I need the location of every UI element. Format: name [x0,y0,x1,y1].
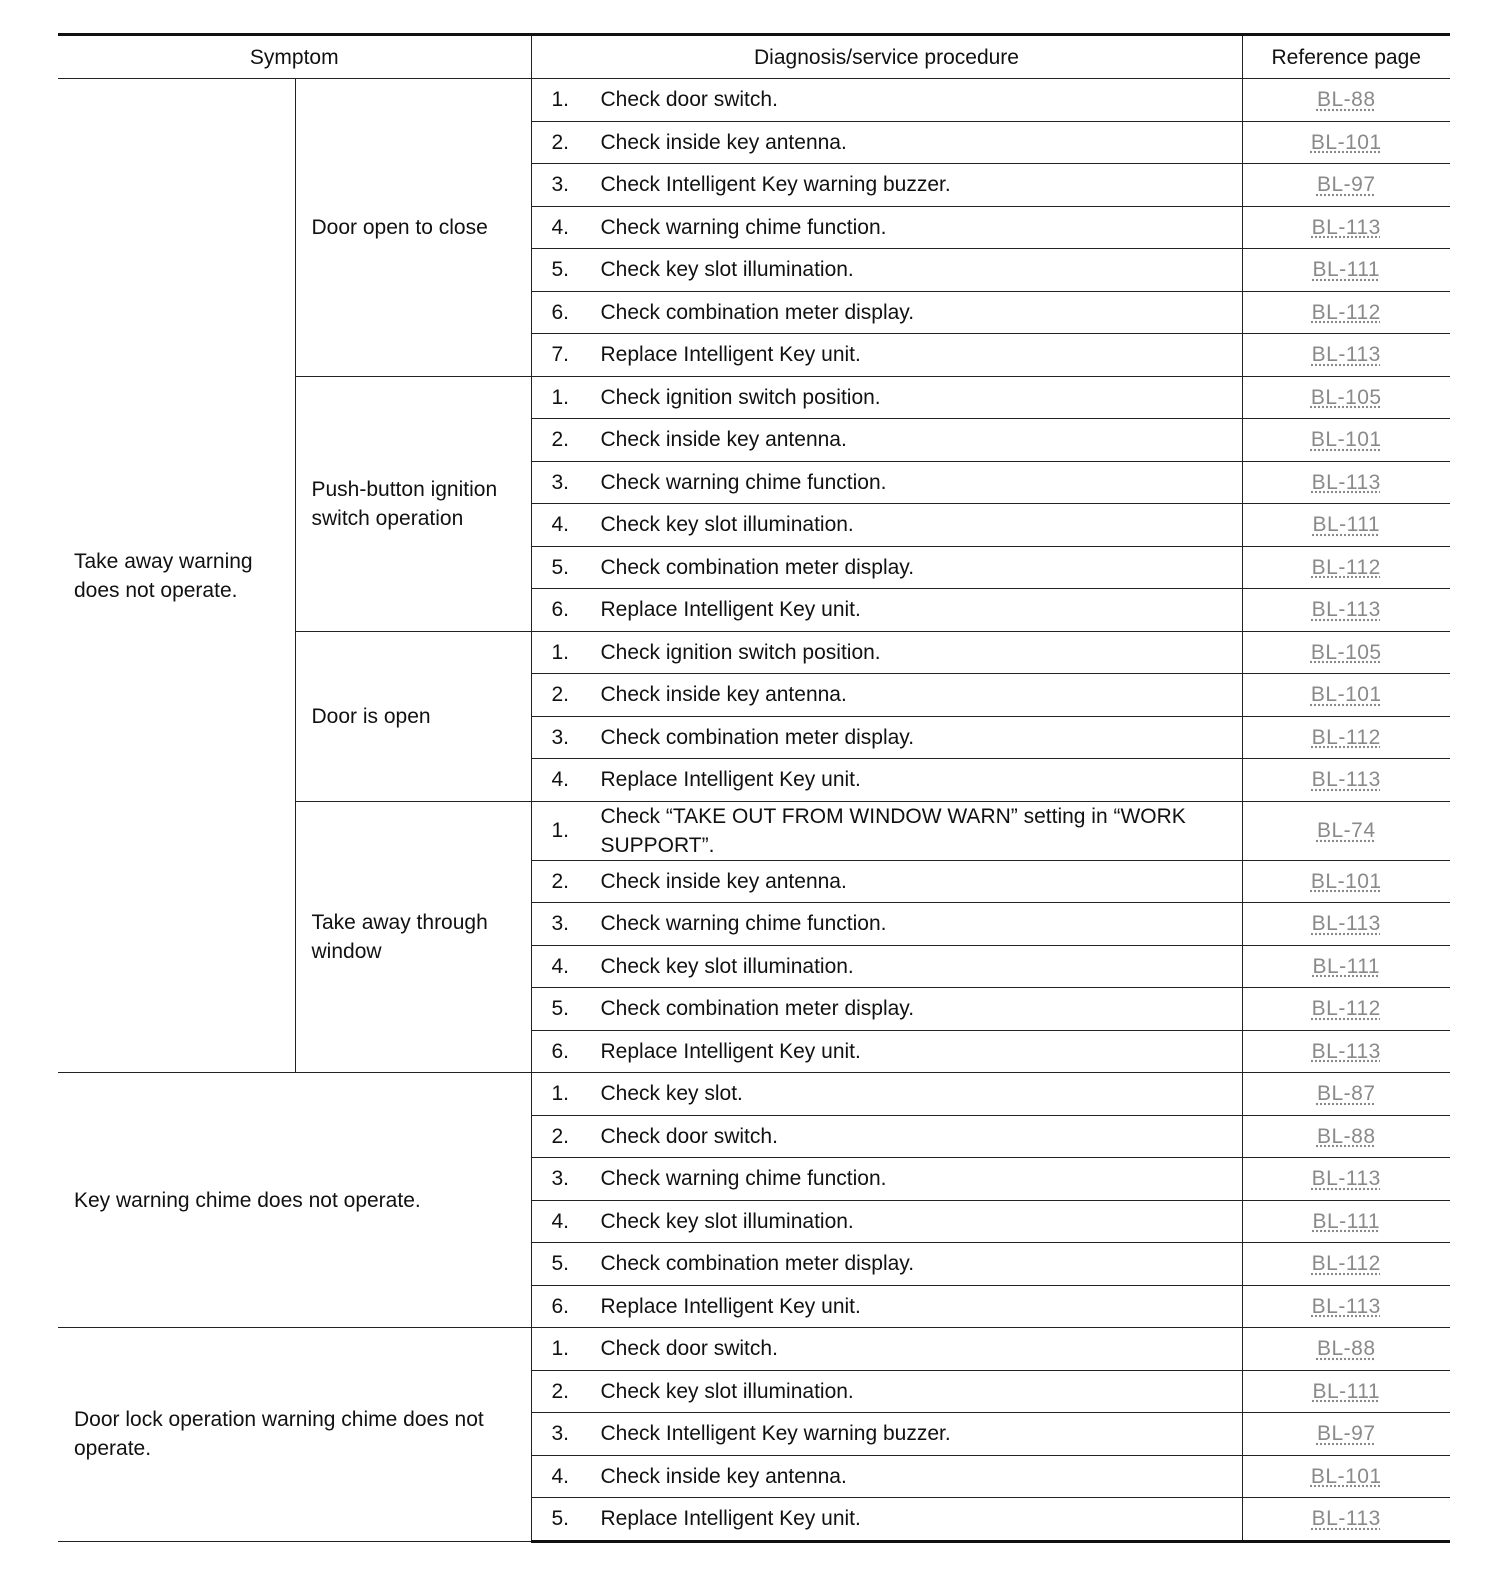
symptom-main: Door lock operation warning chime does not operate. [58,1328,531,1542]
reference-link[interactable]: BL-101 [1310,428,1382,452]
step-number: 5. [551,997,570,1021]
procedure-step-content [532,717,1242,758]
procedure-step-content [532,1031,1242,1072]
reference-cell [1242,716,1450,759]
step-number: 6. [551,598,570,622]
reference-link[interactable]: BL-113 [1311,470,1381,494]
step-number: 2. [551,869,570,893]
step-number: 3. [551,1422,570,1446]
step-text: Check inside key antenna. [600,1464,847,1488]
reference-link[interactable]: BL-113 [1311,343,1381,367]
reference-link[interactable]: BL-113 [1311,598,1381,622]
reference-cell [1242,419,1450,462]
reference-link[interactable]: BL-101 [1310,130,1382,154]
step-number: 6. [551,300,570,324]
step-number: 2. [551,683,570,707]
reference-link[interactable]: BL-111 [1312,1379,1381,1403]
reference-link[interactable]: BL-97 [1316,173,1376,197]
procedure-step-content [532,207,1242,248]
step-number: 4. [551,1464,570,1488]
reference-cell [1242,1413,1450,1456]
procedure-step [531,860,1242,903]
step-text: Check Intelligent Key warning buzzer. [600,1422,951,1446]
procedure-step [531,291,1242,334]
step-number: 1. [551,88,570,112]
procedure-step [531,504,1242,547]
step-text: Check inside key antenna. [600,428,847,452]
reference-link[interactable]: BL-74 [1316,819,1376,842]
symptom-sub: Door is open [295,631,531,801]
procedure-step [531,376,1242,419]
step-number: 3. [551,173,570,197]
step-text: Check Intelligent Key warning buzzer. [600,173,951,197]
procedure-step [531,631,1242,674]
step-text: Check warning chime function. [600,215,887,239]
step-text: Replace Intelligent Key unit. [600,343,861,367]
reference-cell [1242,1243,1450,1286]
reference-cell [1242,674,1450,717]
procedure-step-content [532,1371,1242,1412]
reference-link[interactable]: BL-113 [1311,1507,1381,1531]
step-number: 4. [551,513,570,537]
reference-cell [1242,1115,1450,1158]
procedure-step-content [532,1116,1242,1157]
reference-cell [1242,988,1450,1031]
reference-link[interactable]: BL-105 [1310,640,1382,664]
step-text: Replace Intelligent Key unit. [600,768,861,792]
reference-cell [1242,79,1450,122]
reference-cell [1242,461,1450,504]
step-number: 5. [551,555,570,579]
procedure-step-content [532,1158,1242,1199]
header-procedure: Diagnosis/service procedure [531,35,1242,79]
step-number: 2. [551,130,570,154]
step-number: 5. [551,1252,570,1276]
procedure-step-content [532,988,1242,1029]
step-number: 2. [551,1379,570,1403]
reference-cell [1242,631,1450,674]
procedure-step-content [532,632,1242,673]
procedure-step [531,206,1242,249]
procedure-step [531,1328,1242,1371]
step-text: Check combination meter display. [600,300,915,324]
procedure-step [531,1413,1242,1456]
step-text: Check key slot illumination. [600,1379,854,1403]
procedure-step [531,334,1242,377]
procedure-step [531,461,1242,504]
step-text: Replace Intelligent Key unit. [600,1294,861,1318]
reference-link[interactable]: BL-111 [1312,954,1381,978]
step-number: 4. [551,954,570,978]
step-number: 1. [551,819,570,842]
reference-link[interactable]: BL-88 [1316,88,1376,112]
procedure-step [531,1158,1242,1201]
procedure-step [531,164,1242,207]
reference-link[interactable]: BL-113 [1311,215,1381,239]
procedure-step [531,589,1242,632]
procedure-step-content [532,946,1242,987]
step-text: Check inside key antenna. [600,130,847,154]
reference-link[interactable]: BL-112 [1311,1252,1381,1276]
procedure-step-content [532,419,1242,460]
step-text: Check door switch. [600,88,778,112]
step-text: Check door switch. [600,1337,778,1361]
procedure-step-content [532,249,1242,290]
step-text: Check combination meter display. [600,997,915,1021]
reference-link[interactable]: BL-97 [1316,1422,1376,1446]
reference-cell [1242,1158,1450,1201]
step-text: Check ignition switch position. [600,640,881,664]
procedure-step [531,988,1242,1031]
procedure-step [531,419,1242,462]
procedure-step-content [532,334,1242,375]
step-text: Check door switch. [600,1124,778,1148]
reference-cell [1242,1200,1450,1243]
symptom-main: Take away warning does not operate. [58,79,295,1073]
reference-cell [1242,801,1450,860]
reference-cell [1242,1498,1450,1542]
procedure-step-content [532,1413,1242,1454]
step-number: 6. [551,1294,570,1318]
procedure-step-content [532,1498,1242,1539]
reference-cell [1242,1455,1450,1498]
procedure-step-content [532,589,1242,630]
procedure-step-content [532,802,1242,860]
step-text: Check inside key antenna. [600,683,847,707]
reference-link[interactable]: BL-101 [1310,1464,1382,1488]
reference-cell [1242,546,1450,589]
step-number: 5. [551,1507,570,1531]
procedure-step [531,1200,1242,1243]
step-text: Check key slot illumination. [600,258,854,282]
procedure-step-content [532,1328,1242,1369]
reference-link[interactable]: BL-105 [1310,385,1382,409]
procedure-step-content [532,377,1242,418]
procedure-step-content [532,1201,1242,1242]
reference-cell [1242,1285,1450,1328]
procedure-step-content [532,547,1242,588]
reference-link[interactable]: BL-113 [1311,912,1381,936]
procedure-step [531,1243,1242,1286]
step-number: 2. [551,1124,570,1148]
reference-cell [1242,376,1450,419]
step-number: 1. [551,1082,570,1106]
symptom-main: Key warning chime does not operate. [58,1073,531,1328]
step-text: Check ignition switch position. [600,385,881,409]
procedure-step-content [532,462,1242,503]
reference-link[interactable]: BL-113 [1311,1294,1381,1318]
reference-cell [1242,1370,1450,1413]
reference-link[interactable]: BL-112 [1311,300,1381,324]
procedure-step [531,1030,1242,1073]
reference-link[interactable]: BL-88 [1316,1337,1376,1361]
header-reference: Reference page [1242,35,1450,79]
reference-cell [1242,334,1450,377]
procedure-step [531,674,1242,717]
header-row [58,35,1450,79]
procedure-step-content [532,759,1242,800]
diagnosis-table [58,33,1450,1543]
reference-link[interactable]: BL-112 [1311,555,1381,579]
symptom-sub: Take away through window [295,801,531,1073]
procedure-step [531,1285,1242,1328]
procedure-step-content [532,1286,1242,1327]
symptom-sub: Door open to close [295,79,531,377]
procedure-step-content [532,1456,1242,1497]
step-text: Check key slot. [600,1082,743,1106]
step-number: 5. [551,258,570,282]
step-text: Check warning chime function. [600,1167,887,1191]
procedure-step [531,716,1242,759]
reference-link[interactable]: BL-113 [1311,768,1381,792]
procedure-step [531,1115,1242,1158]
table-row [58,1073,1450,1116]
procedure-step [531,79,1242,122]
step-text: Check inside key antenna. [600,869,847,893]
reference-link[interactable]: BL-111 [1312,1209,1381,1233]
procedure-step [531,945,1242,988]
procedure-step-content [532,504,1242,545]
reference-link[interactable]: BL-111 [1312,258,1381,282]
procedure-step [531,903,1242,946]
procedure-step [531,759,1242,802]
step-number: 4. [551,215,570,239]
reference-link[interactable]: BL-112 [1311,725,1381,749]
table-body [58,79,1450,1542]
reference-cell [1242,164,1450,207]
reference-link[interactable]: BL-112 [1311,997,1381,1021]
reference-cell [1242,206,1450,249]
step-text: Check combination meter display. [600,725,915,749]
reference-cell [1242,504,1450,547]
step-number: 4. [551,1209,570,1233]
reference-link[interactable]: BL-113 [1311,1039,1381,1063]
procedure-step [531,801,1242,860]
procedure-step [531,1370,1242,1413]
step-text: Check key slot illumination. [600,954,854,978]
step-number: 3. [551,725,570,749]
procedure-step [531,1073,1242,1116]
reference-link[interactable]: BL-88 [1316,1124,1376,1148]
header-symptom: Symptom [58,35,531,79]
procedure-step-content [532,79,1242,120]
reference-cell [1242,121,1450,164]
reference-link[interactable]: BL-101 [1310,683,1382,707]
procedure-step-content [532,164,1242,205]
step-text: Check warning chime function. [600,912,887,936]
step-text: Replace Intelligent Key unit. [600,1039,861,1063]
reference-cell [1242,759,1450,802]
symptom-sub: Push-button ignition switch operation [295,376,531,631]
step-number: 6. [551,1039,570,1063]
reference-link[interactable]: BL-113 [1311,1167,1381,1191]
step-text: Check combination meter display. [600,555,915,579]
reference-cell [1242,589,1450,632]
step-text: Check warning chime function. [600,470,887,494]
procedure-step-content [532,674,1242,715]
procedure-step-content [532,292,1242,333]
procedure-step-content [532,122,1242,163]
step-text: Replace Intelligent Key unit. [600,598,861,622]
reference-cell [1242,1030,1450,1073]
reference-cell [1242,249,1450,292]
table-row [58,1328,1450,1371]
step-number: 3. [551,1167,570,1191]
procedure-step-content [532,861,1242,902]
step-text: Replace Intelligent Key unit. [600,1507,861,1531]
step-text: Check combination meter display. [600,1252,915,1276]
step-number: 1. [551,640,570,664]
step-number: 3. [551,470,570,494]
step-number: 4. [551,768,570,792]
reference-cell [1242,1073,1450,1116]
procedure-step-content [532,1243,1242,1284]
procedure-step-content [532,903,1242,944]
step-number: 3. [551,912,570,936]
reference-link[interactable]: BL-87 [1316,1082,1376,1106]
table-row [58,79,1450,122]
reference-cell [1242,945,1450,988]
step-text: Check key slot illumination. [600,513,854,537]
reference-cell [1242,291,1450,334]
procedure-step [531,546,1242,589]
step-number: 1. [551,1337,570,1361]
reference-cell [1242,1328,1450,1371]
reference-link[interactable]: BL-111 [1312,513,1381,537]
step-number: 2. [551,428,570,452]
procedure-step-content [532,1073,1242,1114]
step-text: Check key slot illumination. [600,1209,854,1233]
procedure-step [531,1455,1242,1498]
procedure-step [531,249,1242,292]
procedure-step [531,121,1242,164]
step-number: 7. [551,343,570,367]
reference-cell [1242,860,1450,903]
step-number: 1. [551,385,570,409]
reference-link[interactable]: BL-101 [1310,869,1382,893]
procedure-step [531,1498,1242,1542]
reference-cell [1242,903,1450,946]
step-text: Check “TAKE OUT FROM WINDOW WARN” setting in “WORK SUPPORT”. [600,804,1186,857]
